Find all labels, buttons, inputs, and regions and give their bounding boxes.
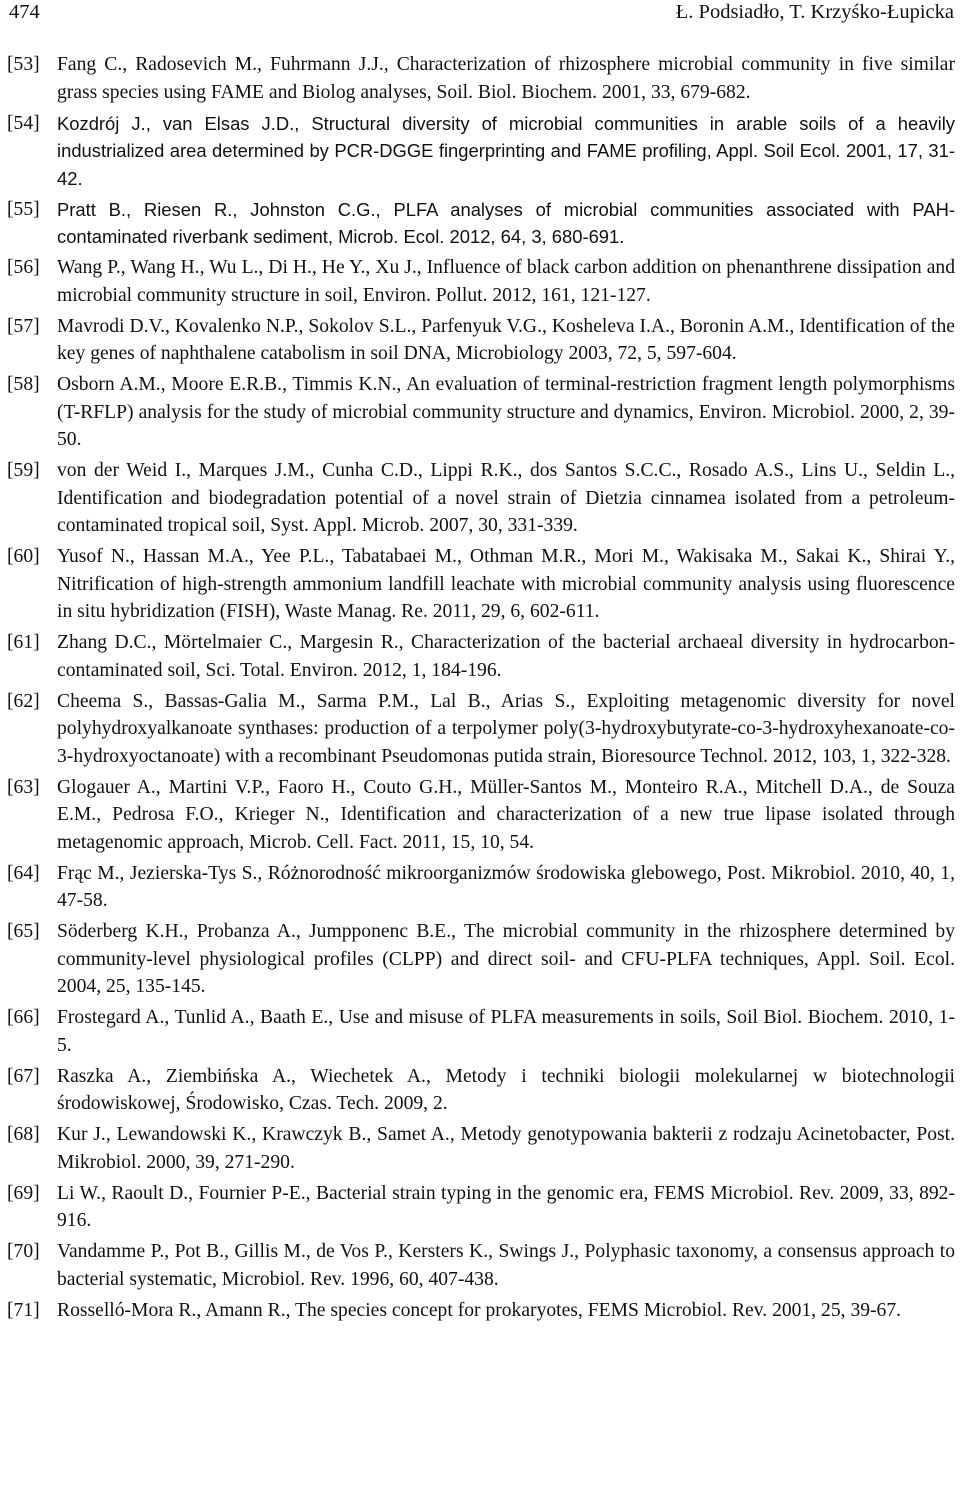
reference-number: [67] [7,1065,40,1087]
reference-item [7,313,955,368]
reference-text: Vandamme P., Pot B., Gillis M., de Vos P., Kersters K., Swings J., Polyphasic taxonomy, a consensus approach to bacterial systematic, Microbiol. Rev. 1996, 60, 407-438. [57,1241,955,1290]
reference-item [7,110,955,193]
reference-item [7,1004,955,1059]
reference-item [7,371,955,454]
reference-number: [61] [7,632,40,653]
reference-item [7,1121,955,1176]
reference-text: Cheema S., Bassas-Galia M., Sarma P.M., Lal B., Arias S., Exploiting metagenomic diversity for novel polyhydroxyalkanoate synthases: production of a terpolymer poly(3-hydroxybutyrate-co-3-hydroxyhexanoate-co-3-hydroxyoctanoate) with a recombinant Pseudomonas putida strain, Bioresource Technol. 2012, 103, 1, 322-328. [57,690,955,767]
reference-number: [68] [7,1124,40,1145]
reference-text: Zhang D.C., Mörtelmaier C., Margesin R., Characterization of the bacterial archaeal diversity in hydrocarbon-contaminated soil, Sci. Total. Environ. 2012, 1, 184-196. [57,632,955,681]
reference-item [7,543,955,626]
reference-item [7,1297,955,1325]
page-number: 474 [9,1,40,23]
reference-number: [59] [7,460,40,481]
reference-number: [60] [7,546,40,567]
reference-text: Söderberg K.H., Probanza A., Jumpponenc B.E., The microbial community in the rhizosphere determined by community-level physiological profiles (CLPP) and direct soil- and CFU-PLFA techniques, Appl. Soil. Ecol. 2004, 25, 135-145. [57,921,955,997]
reference-text: Mavrodi D.V., Kovalenko N.P., Sokolov S.L., Parfenyuk V.G., Kosheleva I.A., Boronin A.M., Identification of the key genes of naphthalene catabolism in soil DNA, Microbiology 2003, 72, 5, 597-604. [57,315,955,364]
reference-text: Osborn A.M., Moore E.R.B., Timmis K.N., An evaluation of terminal-restriction fragment length polymorphisms (T-RFLP) analysis for the study of microbial community structure and dynamics, Environ. Microbiol. 2000, 2, 39-50. [57,374,955,450]
reference-number: [65] [7,921,40,942]
reference-number: [54] [7,112,40,134]
reference-text: Kozdrój J., van Elsas J.D., Structural diversity of microbial communities in arable soils of a heavily industrialized area determined by PCR-DGGE fingerprinting and FAME profiling, Appl. Soil Ecol. 2001, 17, 31-42. [57,112,955,189]
reference-text: Yusof N., Hassan M.A., Yee P.L., Tabatabaei M., Othman M.R., Mori M., Wakisaka M., Sakai K., Shirai Y., Nitrification of high-strength ammonium landfill leachate with microbial community analysis using fluorescence in situ hybridization (FISH), Waste Manag. Re. 2011, 29, 6, 602-611. [57,546,955,622]
reference-item [7,1238,955,1293]
reference-number: [58] [7,374,40,395]
reference-number: [62] [7,690,40,712]
reference-text: Kur J., Lewandowski K., Krawczyk B., Samet A., Metody genotypowania bakterii z rodzaju Acinetobacter, Post. Mikrobiol. 2000, 39, 271-290. [57,1124,955,1173]
reference-text: Rosselló-Mora R., Amann R., The species concept for prokaryotes, FEMS Microbiol. Rev. 2001, 25, 39-67. [57,1299,902,1321]
reference-number: [66] [7,1007,40,1028]
reference-item [7,1180,955,1235]
reference-text: Wang P., Wang H., Wu L., Di H., He Y., Xu J., Influence of black carbon addition on phenanthrene dissipation and microbial community structure in soil, Environ. Pollut. 2012, 161, 121-127. [57,257,955,306]
reference-item [7,688,955,771]
reference-item [7,1063,955,1118]
reference-text: Frostegard A., Tunlid A., Baath E., Use and misuse of PLFA measurements in soils, Soil Biol. Biochem. 2010, 1-5. [57,1007,955,1056]
reference-item [7,629,955,684]
reference-item [7,51,955,106]
reference-number: [71] [7,1299,40,1321]
reference-item [7,918,955,1001]
reference-item [7,774,955,857]
reference-number: [55] [7,198,40,220]
reference-text: Glogauer A., Martini V.P., Faoro H., Couto G.H., Müller-Santos M., Monteiro R.A., Mitchell D.A., de Souza E.M., Pedrosa F.O., Krieger N., Identification and characterization of a new true lipase isolated through metagenomic approach, Microb. Cell. Fact. 2011, 15, 10, 54. [57,776,955,853]
reference-text: Fang C., Radosevich M., Fuhrmann J.J., Characterization of rhizosphere microbial community in five similar grass species using FAME and Biolog analyses, Soil. Biol. Biochem. 2001, 33, 679-682. [57,54,955,103]
reference-item [7,457,955,540]
reference-item [7,196,955,251]
running-head [9,0,954,30]
reference-number: [56] [7,257,40,278]
reference-text: Frąc M., Jezierska-Tys S., Różnorodność mikroorganizmów środowiska glebowego, Post. Mikrobiol. 2010, 40, 1, 47-58. [57,862,955,911]
reference-list [7,51,955,1328]
reference-text: von der Weid I., Marques J.M., Cunha C.D., Lippi R.K., dos Santos S.C.C., Rosado A.S., Lins U., Seldin L., Identification and biodegradation potential of a novel strain of Dietzia cinnamea isolated from a petroleum-contaminated tropical soil, Syst. Appl. Microb. 2007, 30, 331-339. [57,460,955,536]
reference-item [7,860,955,915]
reference-number: [57] [7,315,40,337]
reference-number: [63] [7,776,40,798]
reference-text: Pratt B., Riesen R., Johnston C.G., PLFA analyses of microbial communities associated with PAH-contaminated riverbank sediment, Microb. Ecol. 2012, 64, 3, 680-691. [57,198,955,247]
reference-number: [64] [7,862,40,884]
reference-number: [53] [7,54,40,75]
reference-text: Raszka A., Ziembińska A., Wiechetek A., Metody i techniki biologii molekularnej w biotechnologii środowiskowej, Środowisko, Czas. Tech. 2009, 2. [57,1065,955,1114]
reference-text: Li W., Raoult D., Fournier P-E., Bacterial strain typing in the genomic era, FEMS Microbiol. Rev. 2009, 33, 892-916. [57,1182,955,1231]
reference-item [7,254,955,309]
reference-number: [69] [7,1182,40,1204]
running-head-authors: Ł. Podsiadło, T. Krzyśko-Łupicka [675,1,954,23]
reference-number: [70] [7,1241,40,1262]
